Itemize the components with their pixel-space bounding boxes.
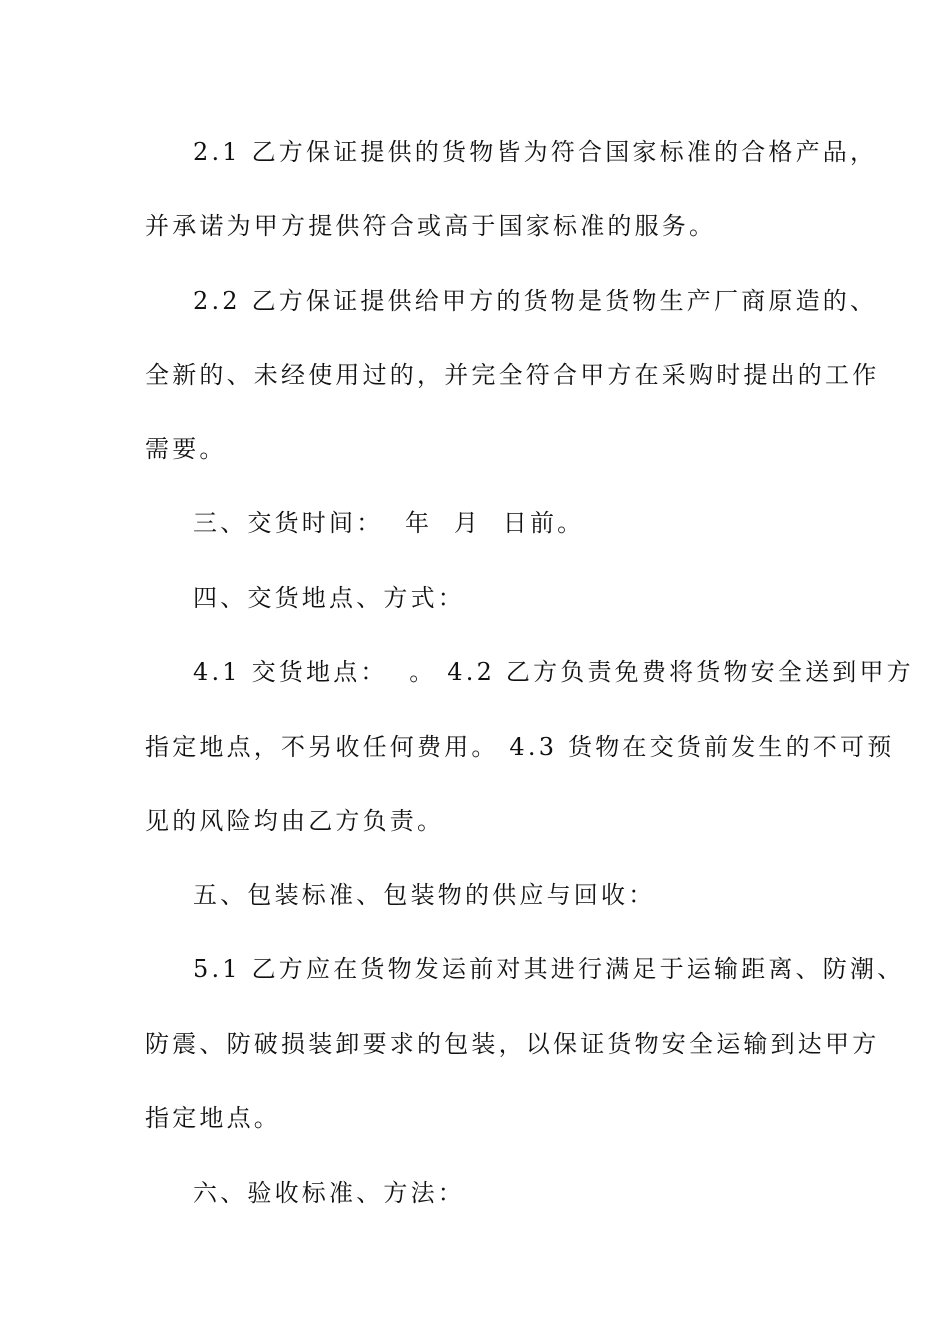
section-6-heading: 六、验收标准、方法： bbox=[193, 1179, 465, 1207]
section-3-heading: 三、交货时间： 年 月 日前。 bbox=[193, 509, 585, 537]
clause-5-1-line-1: 5.1 乙方应在货物发运前对其进行满足于运输距离、防潮、 bbox=[193, 955, 905, 983]
clause-2-2-line-2: 全新的、未经使用过的，并完全符合甲方在采购时提出的工作 bbox=[145, 361, 880, 389]
clause-4-line-1: 4.1 交货地点： 。 4.2 乙方负责免费将货物安全送到甲方 bbox=[193, 658, 914, 686]
clause-2-2-line-1: 2.2 乙方保证提供给甲方的货物是货物生产厂商原造的、 bbox=[193, 287, 878, 315]
clause-5-1-line-3: 指定地点。 bbox=[145, 1104, 281, 1132]
section-4-heading: 四、交货地点、方式： bbox=[193, 584, 465, 612]
clause-2-2-line-3: 需要。 bbox=[145, 435, 227, 463]
clause-4-line-2: 指定地点，不另收任何费用。 4.3 货物在交货前发生的不可预 bbox=[145, 733, 895, 761]
clause-2-1-line-1: 2.1 乙方保证提供的货物皆为符合国家标准的合格产品， bbox=[193, 138, 878, 166]
section-5-heading: 五、包装标准、包装物的供应与回收： bbox=[193, 881, 656, 909]
clause-4-line-3: 见的风险均由乙方负责。 bbox=[145, 807, 445, 835]
clause-2-1-line-2: 并承诺为甲方提供符合或高于国家标准的服务。 bbox=[145, 212, 717, 240]
clause-5-1-line-2: 防震、防破损装卸要求的包装，以保证货物安全运输到达甲方 bbox=[145, 1030, 880, 1058]
